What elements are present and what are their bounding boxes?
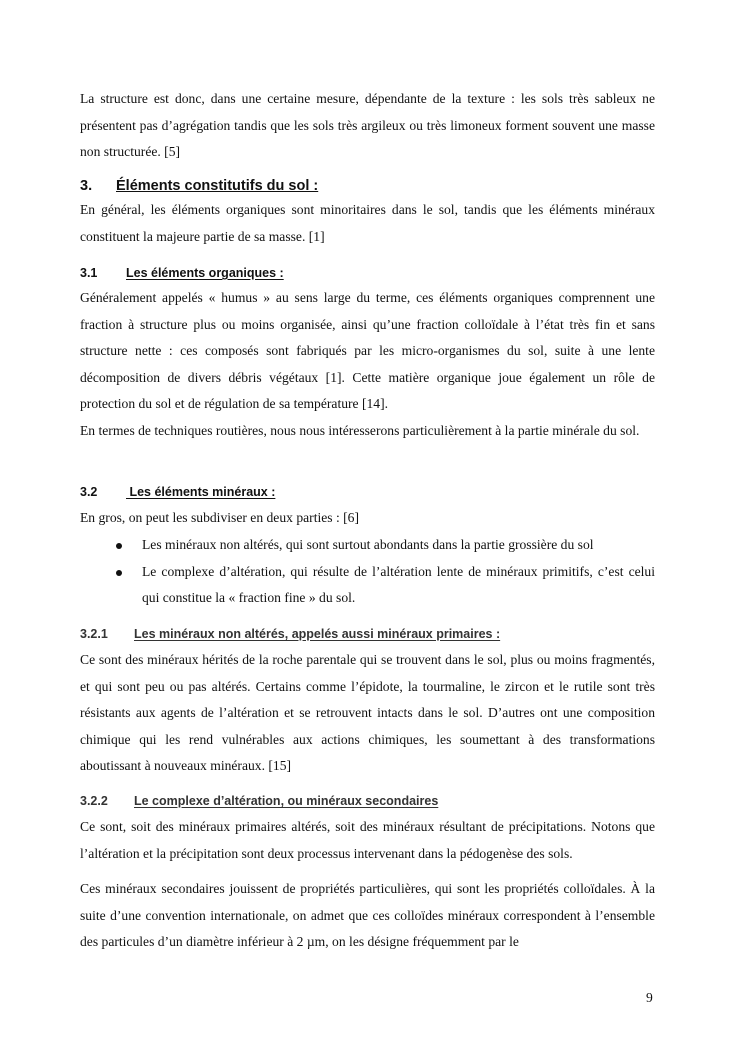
heading-number: 3.2.2 [80,794,108,808]
heading-title: Les minéraux non altérés, appelés aussi minéraux primaires : [134,627,501,641]
heading-title: Éléments constitutifs du sol : [116,178,319,194]
list-item: Le complexe d’altération, qui résulte de l’altération lente de minéraux primitifs, c’est celui qui constitue la « fraction fine » du sol. [80,559,655,612]
heading-title: Le complexe d’altération, ou minéraux secondaires [134,794,439,808]
heading-number: 3.2.1 [80,627,108,641]
paragraph-general: En général, les éléments organiques sont minoritaires dans le sol, tandis que les éléments minéraux constituent la majeure partie de sa masse. [1] [80,202,655,244]
paragraph-secondary-2: Ces minéraux secondaires jouissent de propriétés particulières, qui sont les propriétés colloïdales. À la suite d’une convention internationale, on admet que ces colloïdes minéraux correspondent à l’ensemble des particules d’un diamètre inférieur à 2 µm, on les désigne fréquemment par le [80,881,655,949]
heading-title: Les éléments organiques : [126,266,284,280]
paragraph-secondary-1: Ce sont, soit des minéraux primaires altérés, soit des minéraux résultant de précipitations. Notons que l’altération et la précipitation sont deux processus intervenant dans la pédogenèse des sols. [80,819,655,861]
paragraph-primary: Ce sont des minéraux hérités de la roche parentale qui se trouvent dans le sol, plus ou moins fragmentés, et qui sont peu ou pas altérés. Certains comme l’épidote, la tourmaline, le zircon et le rutile sont très résistants aux agents de l’altération et se retrouvent intacts dans le sol. D’autres ont une composition chimique qui les rend vulnérables aux actions chimiques, les soumettant à des transformations aboutissant à nouveaux minéraux. [15] [80,652,655,773]
heading-3-2 [80,482,275,502]
paragraph-mineral-intro: En gros, on peut les subdiviser en deux parties : [6] [80,510,359,525]
bullet-list [80,532,655,612]
heading-3-2-1 [80,624,500,644]
bullet-icon [116,570,122,576]
paragraph-intro: La structure est donc, dans une certaine mesure, dépendante de la texture : les sols très sableux ne présentent pas d’agrégation tandis que les sols très argileux ou très limoneux forment souvent une masse non structurée. [5] [80,91,655,159]
paragraph-organic-1: Généralement appelés « humus » au sens large du terme, ces éléments organiques comprennent une fraction à structure plus ou moins organisée, ainsi qu’une fraction colloïdale à l’état très fin et sans structure nette : ces composés sont fabriqués par les micro-organismes du sol, suite à une lente décomposition de divers débris végétaux [1]. Cette matière organique joue également un rôle de protection du sol et de régulation de sa température [14]. [80,290,655,411]
list-item: Les minéraux non altérés, qui sont surtout abondants dans la partie grossière du sol [80,532,655,559]
heading-3-1 [80,263,284,283]
heading-number: 3. [80,178,93,194]
page-number: 9 [646,990,653,1005]
paragraph-organic-2: En termes de techniques routières, nous nous intéresserons particulièrement à la partie minérale du sol. [80,423,640,438]
heading-title: Les éléments minéraux : [126,485,276,499]
heading-number: 3.1 [80,266,98,280]
heading-number: 3.2 [80,485,98,499]
bullet-icon [116,543,122,549]
heading-3-2-2 [80,791,438,811]
heading-3 [80,176,318,196]
